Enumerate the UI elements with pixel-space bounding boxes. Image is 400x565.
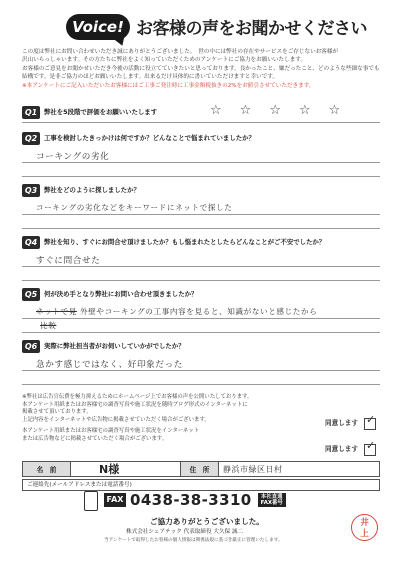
answer-line: [22, 384, 380, 385]
answer-text[interactable]: コーキングの劣化: [36, 152, 110, 162]
permission-line-6: または広告物などに掲載させていただく場合がございます。: [22, 435, 168, 442]
check-icon: ✓: [366, 413, 376, 426]
agree-checkbox-1[interactable]: [364, 413, 376, 430]
answer-line: [22, 280, 380, 281]
name-address-row: [22, 461, 380, 477]
answer-line: [22, 162, 380, 163]
name-label: 名 前: [23, 462, 71, 476]
stamp-bottom: 上: [360, 528, 369, 538]
answer-line: [22, 318, 380, 319]
question-number: Q6: [22, 340, 40, 353]
answer-text[interactable]: コーキングの劣化などをキーワードにネットで探した: [36, 203, 233, 212]
permission-line-2: 本アンケート用紙またはお客様宅の調査写真や施工状況を随時ブログ形式のインターネットに: [22, 401, 248, 408]
question-number: Q3: [22, 184, 40, 197]
address-label: 住 所: [181, 462, 219, 476]
question-number: Q4: [22, 236, 40, 249]
seal-stamp: [351, 514, 378, 541]
thanks-text: ご協力ありがとうございました。: [150, 517, 264, 526]
answer-line: [22, 370, 380, 371]
question-text: 弊社を5段階で評価をお願いいたします: [44, 108, 158, 116]
question-3: [22, 184, 380, 232]
page-title: お客様の声をお聞かせください: [136, 19, 367, 39]
header: [60, 4, 367, 44]
question-text: 弊社を知り、すぐにお問合せ頂けましたか？もし悩まれたとしたらどんなことがご不安でしたか？: [44, 238, 326, 246]
answer-text[interactable]: すぐに問合せた: [36, 256, 101, 266]
answer-line: [22, 266, 380, 267]
permission-line-3: 掲載させて頂いております。: [22, 409, 92, 416]
answer-text[interactable]: 急かす感じではなく、好印象だった: [36, 360, 183, 370]
contact-field[interactable]: ご連絡先(メールアドレスまたは電話番号): [22, 479, 380, 491]
intro-text: [22, 48, 382, 90]
question-number: Q2: [22, 132, 40, 145]
rating-stars[interactable]: [210, 104, 340, 118]
fax-block: [104, 491, 286, 509]
divider: [22, 122, 380, 123]
check-icon: ✓: [366, 439, 376, 452]
fax-tag: [258, 493, 286, 508]
intro-line-2: 沢山いらっしゃいます。その方たちに弊社をよく知っていただくためのアンケートにご協力をお願いいたします。: [22, 57, 307, 64]
star-icon[interactable]: ☆: [210, 103, 222, 118]
intro-line-4: 結構です。是非ご協力のほどお願いいたします。出来るだけ具体的に書いていただけますと幸いです。: [22, 74, 278, 81]
fax-number: 0438-38-3310: [130, 491, 252, 509]
agree-label: 同意します: [325, 445, 358, 454]
address-field[interactable]: 静浜市緑区日村: [223, 464, 283, 474]
question-text: 工事を検討したきっかけは何ですか？どんなことで悩まれていましたか？: [44, 134, 255, 142]
voice-badge: Voice!: [66, 14, 130, 40]
struck-text-line-2: 比較: [40, 321, 57, 330]
fax-label: FAX: [104, 493, 126, 507]
name-field[interactable]: N様: [71, 462, 181, 476]
star-icon[interactable]: ☆: [328, 103, 341, 118]
question-text: 実際に弊社担当者がお伺いしていかがでしたか？: [44, 342, 185, 350]
question-number: Q5: [22, 288, 40, 301]
answer-line: [22, 176, 380, 177]
company-name: 株式会社シェアテック 代表取締役 大久保 誠二: [126, 529, 244, 535]
star-icon[interactable]: ☆: [298, 103, 311, 118]
question-6: [22, 340, 380, 388]
permission-line-4: 上記内容をインターネットや広告物に掲載させていただく場合がございます。: [22, 416, 210, 423]
agree-row-2: [325, 439, 376, 456]
fax-machine-icon: [84, 491, 98, 511]
question-2: [22, 132, 380, 180]
intro-line-3: お客様のご意見をお聞かせいただき今後の活動に役立てていきたいと思っております。良かったこと、嫌だったこと、どのような些細な事でも: [22, 65, 380, 72]
answer-line: [22, 332, 380, 333]
permission-line-1: ※弊社は広告宣伝費を極力抑えるためにホームページ上でお客様の声を公開いたしております。: [22, 394, 253, 400]
agree-row-1: [325, 413, 376, 430]
privacy-footnote: 当アンケートで取得したお客様の個人情報は関係法規に基づき厳正に管理いたします。: [104, 538, 283, 543]
answer-main: 外壁やコーキングの工事内容を見ると、知識がないと感じたから: [79, 307, 318, 316]
question-4: [22, 236, 380, 284]
question-text: 弊社をどのように探しましたか？: [44, 186, 140, 194]
answer-text[interactable]: [36, 306, 317, 317]
question-5: [22, 288, 380, 336]
discount-note: ※本アンケートにご記入いただいたお客様にはご工事ご発注時に工事金額税抜きの2%をお値引させていただきます。: [22, 82, 315, 89]
answer-line: [22, 228, 380, 229]
answer-line: [22, 214, 380, 215]
stamp-top: 井: [360, 517, 369, 527]
struck-text: ネットで見: [36, 307, 77, 316]
star-icon[interactable]: ☆: [239, 103, 252, 118]
question-text: 何が決め手となり弊社にお問い合わせ頂きましたか？: [44, 290, 198, 298]
permission-line-5: 本アンケート用紙またはお客様宅の調査写真や施工状況をインターネット: [22, 428, 200, 435]
star-icon[interactable]: ☆: [269, 103, 281, 118]
question-1: [22, 103, 380, 124]
intro-line-1: この度は弊社にお問い合わせいただき誠にありがとうございました。 世の中には弊社の存在やサービスをご存じないお客様が: [22, 49, 339, 55]
question-number: Q1: [22, 106, 40, 119]
fax-tag-line-2: FAX番号: [260, 500, 283, 506]
fax-tag-line-1: 本社直通: [260, 493, 283, 500]
agree-label: 同意します: [325, 419, 358, 428]
permission-section: [22, 394, 380, 454]
agree-checkbox-2[interactable]: [364, 439, 376, 456]
